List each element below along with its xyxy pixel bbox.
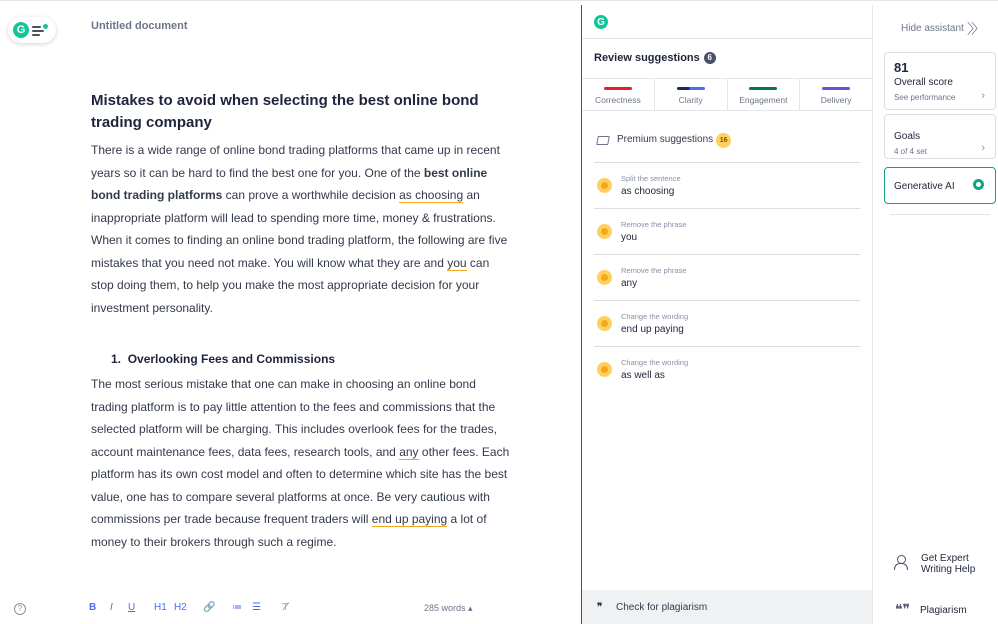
suggestion-icon — [597, 178, 612, 193]
review-panel — [581, 5, 873, 624]
grammarly-logo-icon: G — [594, 15, 608, 29]
quote-icon: ❝❞ — [895, 603, 911, 618]
goals-card[interactable]: Goals 4 of 4 set › — [884, 114, 996, 159]
tab-correctness[interactable]: Correctness — [582, 79, 655, 110]
bulb-icon — [973, 179, 984, 190]
expert-help-button[interactable]: Get Expert Writing Help — [921, 553, 976, 575]
hide-assistant-button[interactable]: Hide assistant — [901, 23, 964, 34]
underlined-any[interactable]: any — [399, 444, 419, 459]
link-icon[interactable]: 🔗 — [203, 602, 216, 613]
ordered-list-icon[interactable]: ≔ — [232, 602, 242, 613]
grammarly-logo-icon: G — [13, 22, 29, 38]
suggestion-card[interactable]: Change the wording as well as — [594, 346, 860, 392]
underlined-as-choosing[interactable]: as choosing — [399, 188, 464, 202]
suggestion-card[interactable]: Change the wording end up paying — [594, 300, 860, 346]
document-heading: Mistakes to avoid when selecting the best online bond trading company — [91, 92, 479, 131]
tab-engagement[interactable]: Engagement — [728, 79, 801, 110]
suggestion-count-badge: 6 — [704, 52, 716, 64]
section-heading: 1. Overlooking Fees and Commissions — [111, 352, 336, 366]
help-icon[interactable]: ? — [14, 603, 26, 615]
menu-icon — [32, 24, 46, 36]
editor-pane — [0, 5, 581, 624]
overall-score-card[interactable]: 81 Overall score See performance › — [884, 52, 996, 110]
underlined-end-up-paying[interactable]: end up paying — [371, 512, 448, 526]
suggestion-card[interactable]: Split the sentence as choosing — [594, 162, 860, 208]
underline-button[interactable]: U — [128, 602, 136, 613]
document-body[interactable] — [91, 90, 511, 553]
bold-button[interactable]: B — [89, 602, 97, 613]
suggestion-icon — [597, 316, 612, 331]
suggestion-icon — [597, 270, 612, 285]
check-plagiarism-button[interactable]: ❞ Check for plagiarism — [582, 590, 872, 624]
document-title[interactable]: Untitled document — [91, 20, 188, 32]
tab-clarity[interactable]: Clarity — [655, 79, 728, 110]
word-count[interactable]: 285 words ▴ — [424, 603, 473, 613]
review-title: Review suggestions 6 — [594, 52, 716, 64]
chevron-right-icon: › — [981, 90, 985, 102]
category-tabs — [582, 78, 872, 111]
score-value: 81 — [894, 60, 909, 75]
suggestion-card[interactable]: Remove the phrase any — [594, 254, 860, 300]
grammarly-menu-button[interactable] — [8, 17, 56, 43]
bullet-list-icon[interactable]: ☰ — [252, 602, 261, 613]
double-chevron-right-icon[interactable]: 〉〉 — [967, 21, 982, 37]
divider — [582, 38, 872, 39]
format-toolbar — [0, 600, 581, 624]
clear-format-icon[interactable]: ⊤̸ — [281, 602, 290, 613]
chevron-right-icon: › — [981, 142, 985, 154]
assistant-sidebar — [873, 5, 998, 624]
diamond-icon — [596, 136, 610, 145]
paragraph-1: There is a wide range of online bond trading platforms that came up in recent years so it can be hard to find the best one for you. One of the best online bond trading platforms can prove a worthwhile decision as choosing an inappropriate platform will lead to spending more time, money & frustrations. When it comes to finding an online bond trading platform, the following are five mistakes that you need not make. You will know what they are and you can stop doing them, to help you make the most appropriate decision for your investment personality. — [91, 143, 508, 315]
h2-button[interactable]: H2 — [174, 602, 187, 613]
person-icon — [894, 555, 908, 571]
plagiarism-button[interactable]: Plagiarism — [920, 605, 967, 616]
suggestion-icon — [597, 362, 612, 377]
underlined-you[interactable]: you — [447, 255, 467, 270]
quote-icon: ❞ — [597, 602, 603, 613]
premium-count-badge: 16 — [716, 133, 731, 148]
premium-suggestions[interactable]: Premium suggestions 16 — [597, 133, 731, 148]
generative-ai-button[interactable]: Generative AI — [884, 167, 996, 204]
h1-button[interactable]: H1 — [154, 602, 167, 613]
tab-delivery[interactable]: Delivery — [800, 79, 872, 110]
paragraph-2: The most serious mistake that one can make in choosing an online bond trading platform is to pay little attention to the fees and commissions that the selected platform will be charging. This includes overlook fees for the trades, account maintenance fees, data fees, research tools, and any other fees. Each platform has its own cost model and often to determine which site has the best value, one has to compare several platforms at once. Be very cautious with commissions per trade because frequent traders will end up paying a lot of money to their brokers through such a regime. — [91, 377, 510, 549]
top-border — [0, 0, 998, 4]
italic-button[interactable]: I — [110, 602, 113, 613]
suggestion-icon — [597, 224, 612, 239]
suggestion-card[interactable]: Remove the phrase you — [594, 208, 860, 254]
divider — [890, 214, 990, 215]
